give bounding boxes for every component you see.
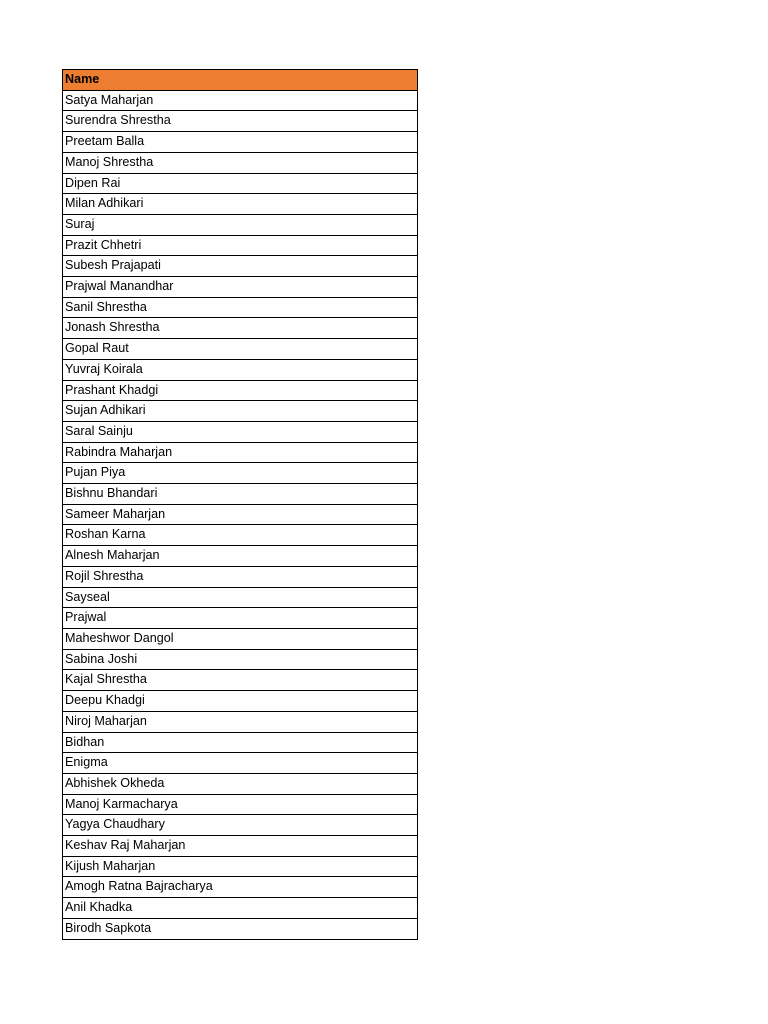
table-row <box>63 753 418 774</box>
names-table <box>62 69 418 940</box>
table-row <box>63 546 418 567</box>
name-cell: Sayseal <box>63 587 418 608</box>
name-cell: Anil Khadka <box>63 898 418 919</box>
name-cell: Deepu Khadgi <box>63 691 418 712</box>
name-cell: Sanil Shrestha <box>63 297 418 318</box>
name-cell: Rabindra Maharjan <box>63 442 418 463</box>
table-row <box>63 380 418 401</box>
name-cell: Abhishek Okheda <box>63 773 418 794</box>
table-row <box>63 587 418 608</box>
header-row <box>63 70 418 91</box>
table-row <box>63 794 418 815</box>
name-cell: Milan Adhikari <box>63 194 418 215</box>
table-row <box>63 877 418 898</box>
table-row <box>63 918 418 939</box>
name-cell: Surendra Shrestha <box>63 111 418 132</box>
table-row <box>63 608 418 629</box>
name-cell: Subesh Prajapati <box>63 256 418 277</box>
name-cell: Sujan Adhikari <box>63 401 418 422</box>
name-cell: Roshan Karna <box>63 525 418 546</box>
table-row <box>63 214 418 235</box>
name-cell: Enigma <box>63 753 418 774</box>
name-cell: Saral Sainju <box>63 421 418 442</box>
table-row <box>63 318 418 339</box>
table-row <box>63 628 418 649</box>
name-cell: Maheshwor Dangol <box>63 628 418 649</box>
name-cell: Preetam Balla <box>63 132 418 153</box>
name-cell: Prashant Khadgi <box>63 380 418 401</box>
name-cell: Yagya Chaudhary <box>63 815 418 836</box>
table-row <box>63 670 418 691</box>
name-cell: Yuvraj Koirala <box>63 359 418 380</box>
name-cell: Prajwal <box>63 608 418 629</box>
table-row <box>63 566 418 587</box>
table-row <box>63 132 418 153</box>
table-row <box>63 836 418 857</box>
table-row <box>63 856 418 877</box>
table-row <box>63 111 418 132</box>
table-row <box>63 401 418 422</box>
name-cell: Dipen Rai <box>63 173 418 194</box>
name-sheet <box>62 69 418 940</box>
table-row <box>63 359 418 380</box>
name-cell: Sabina Joshi <box>63 649 418 670</box>
name-cell: Alnesh Maharjan <box>63 546 418 567</box>
table-row <box>63 815 418 836</box>
name-cell: Jonash Shrestha <box>63 318 418 339</box>
table-row <box>63 235 418 256</box>
table-row <box>63 297 418 318</box>
table-row <box>63 463 418 484</box>
table-row <box>63 339 418 360</box>
name-cell: Niroj Maharjan <box>63 711 418 732</box>
table-row <box>63 711 418 732</box>
table-row <box>63 649 418 670</box>
name-cell: Birodh Sapkota <box>63 918 418 939</box>
table-row <box>63 732 418 753</box>
name-column-header: Name <box>63 70 418 91</box>
table-row <box>63 90 418 111</box>
table-row <box>63 691 418 712</box>
name-cell: Amogh Ratna Bajracharya <box>63 877 418 898</box>
name-cell: Prajwal Manandhar <box>63 277 418 298</box>
name-cell: Manoj Karmacharya <box>63 794 418 815</box>
name-cell: Kijush Maharjan <box>63 856 418 877</box>
table-row <box>63 173 418 194</box>
table-row <box>63 504 418 525</box>
name-cell: Pujan Piya <box>63 463 418 484</box>
name-cell: Keshav Raj Maharjan <box>63 836 418 857</box>
table-row <box>63 773 418 794</box>
name-cell: Rojil Shrestha <box>63 566 418 587</box>
name-cell: Gopal Raut <box>63 339 418 360</box>
name-cell: Prazit Chhetri <box>63 235 418 256</box>
name-cell: Sameer Maharjan <box>63 504 418 525</box>
table-row <box>63 442 418 463</box>
table-row <box>63 152 418 173</box>
table-row <box>63 525 418 546</box>
name-cell: Bishnu Bhandari <box>63 484 418 505</box>
table-row <box>63 421 418 442</box>
name-cell: Satya Maharjan <box>63 90 418 111</box>
name-cell: Bidhan <box>63 732 418 753</box>
table-row <box>63 194 418 215</box>
table-row <box>63 256 418 277</box>
table-row <box>63 484 418 505</box>
name-cell: Kajal Shrestha <box>63 670 418 691</box>
name-cell: Suraj <box>63 214 418 235</box>
name-cell: Manoj Shrestha <box>63 152 418 173</box>
names-table-body <box>63 90 418 939</box>
table-row <box>63 277 418 298</box>
table-row <box>63 898 418 919</box>
